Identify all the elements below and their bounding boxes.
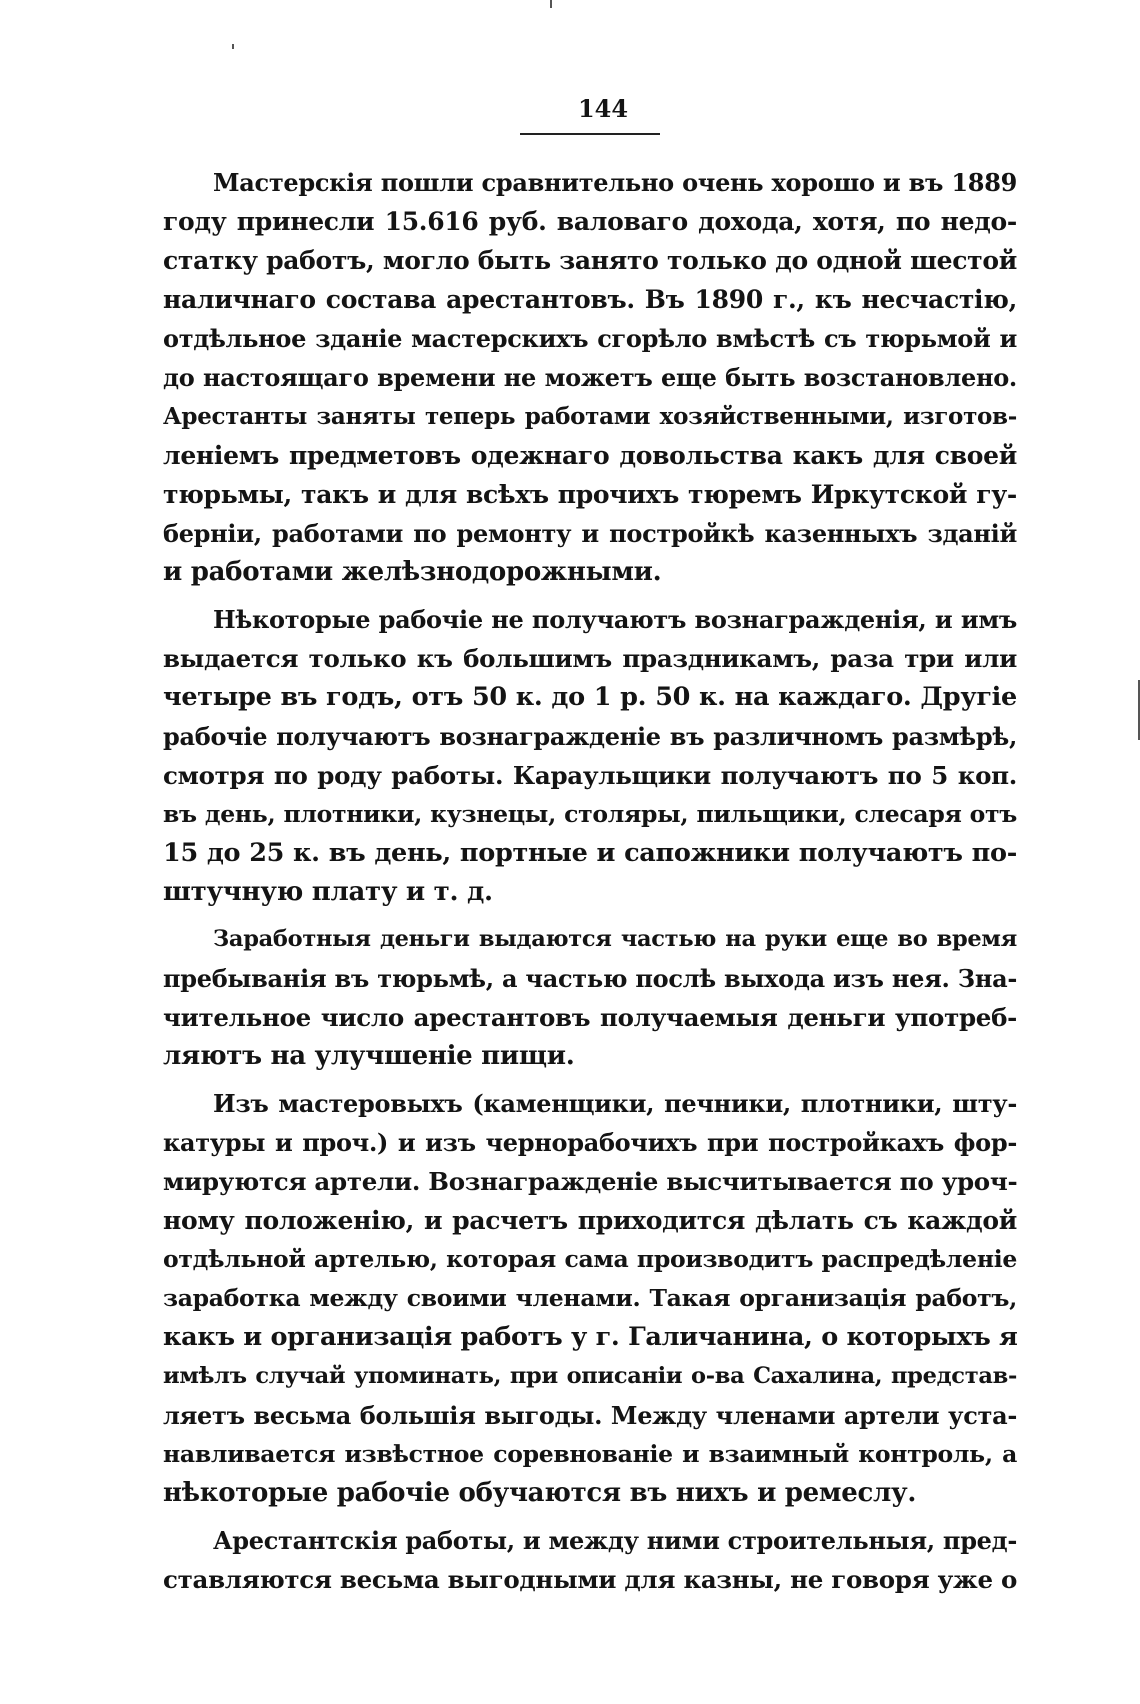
text-line: тюрьмы, такъ и для всѣхъ прочихъ тюремъ Иркутской гу-: [163, 480, 1017, 509]
paragraph: [163, 1521, 1017, 1599]
text-line: рабочіе получаютъ вознагражденіе въ различномъ размѣрѣ,: [163, 722, 1017, 751]
text-line: четыре въ годъ, отъ 50 к. до 1 р. 50 к. на каждаго. Другіе: [163, 682, 1017, 712]
text-line: Арестантскія работы, и между ними строительныя, пред-: [213, 1526, 1017, 1555]
text-line: ставляются весьма выгодными для казны, не говоря уже о: [163, 1565, 1018, 1594]
text-line: Нѣкоторые рабочіе не получаютъ вознагражденія, и имъ: [213, 605, 1017, 634]
text-line: чительное число арестантовъ получаемыя деньги употреб-: [163, 1003, 1017, 1032]
text-line: отдѣльное зданіе мастерскихъ сгорѣло вмѣстѣ съ тюрьмой и: [163, 324, 1017, 353]
text-line: катуры и проч.) и изъ чернорабочихъ при постройкахъ фор-: [163, 1128, 1017, 1157]
text-line: имѣлъ случай упоминать, при описаніи о-ва Сахалина, представ-: [163, 1363, 1017, 1389]
paragraph: [163, 163, 1017, 592]
text-line: ляетъ весьма большія выгоды. Между членами артели уста-: [163, 1401, 1017, 1430]
text-line: Мастерскія пошли сравнительно очень хорошо и въ 1889: [213, 168, 1017, 197]
paragraph: [163, 920, 1017, 1076]
text-line: смотря по роду работы. Караульщики получаютъ по 5 коп.: [163, 761, 1017, 790]
scan-speck-top: [550, 0, 552, 8]
body-text: [163, 163, 1017, 1607]
text-line: леніемъ предметовъ одежнаго довольства какъ для своей: [163, 441, 1017, 470]
text-line: какъ и организація работъ у г. Галичанина, о которыхъ я: [163, 1322, 1018, 1352]
text-line: берніи, работами по ремонту и постройкѣ казенныхъ зданій: [163, 519, 1017, 548]
text-line: заработка между своими членами. Такая организація работъ,: [163, 1284, 1017, 1312]
text-line: пребыванія въ тюрьмѣ, а частью послѣ выхода изъ нея. Зна-: [163, 964, 1017, 993]
text-line: статку работъ, могло быть занято только до одной шестой: [163, 246, 1017, 275]
scan-speck-left: [232, 44, 234, 49]
text-line: наличнаго состава арестантовъ. Въ 1890 г., къ несчастію,: [163, 285, 1017, 314]
text-line: 15 до 25 к. въ день, портные и сапожники получаютъ по-: [163, 838, 1017, 868]
paragraph: [163, 1084, 1017, 1513]
text-line: ному положенію, и расчетъ приходится дѣлать съ каждой: [163, 1206, 1017, 1235]
page-number: 144: [577, 94, 629, 123]
text-line: Изъ мастеровыхъ (каменщики, печники, плотники, шту-: [213, 1089, 1017, 1118]
text-line: навливается извѣстное соревнованіе и взаимный контроль, а: [163, 1440, 1017, 1468]
text-line: нѣкоторые рабочіе обучаются въ нихъ и ремеслу.: [163, 1478, 917, 1508]
text-line: ляютъ на улучшеніе пищи.: [163, 1041, 575, 1071]
text-line: въ день, плотники, кузнецы, столяры, пильщики, слесаря отъ: [163, 800, 1017, 828]
text-line: мируются артели. Вознагражденіе высчитывается по уроч-: [163, 1167, 1018, 1196]
text-line: выдается только къ большимъ праздникамъ, раза три или: [163, 644, 1017, 673]
header-rule: [520, 133, 660, 135]
text-line: году принесли 15.616 руб. валоваго дохода, хотя, по недо-: [163, 207, 1017, 236]
text-line: штучную плату и т. д.: [163, 877, 493, 907]
text-line: Заработныя деньги выдаются частью на руки еще во время: [213, 926, 1017, 952]
text-line: Арестанты заняты теперь работами хозяйственными, изготов-: [163, 403, 1017, 430]
text-line: и работами желѣзнодорожными.: [163, 557, 662, 587]
paragraph: [163, 600, 1017, 912]
text-line: до настоящаго времени не можетъ еще быть возстановлено.: [163, 363, 1017, 392]
text-line: отдѣльной артелью, которая сама производитъ распредѣленіе: [163, 1245, 1017, 1273]
